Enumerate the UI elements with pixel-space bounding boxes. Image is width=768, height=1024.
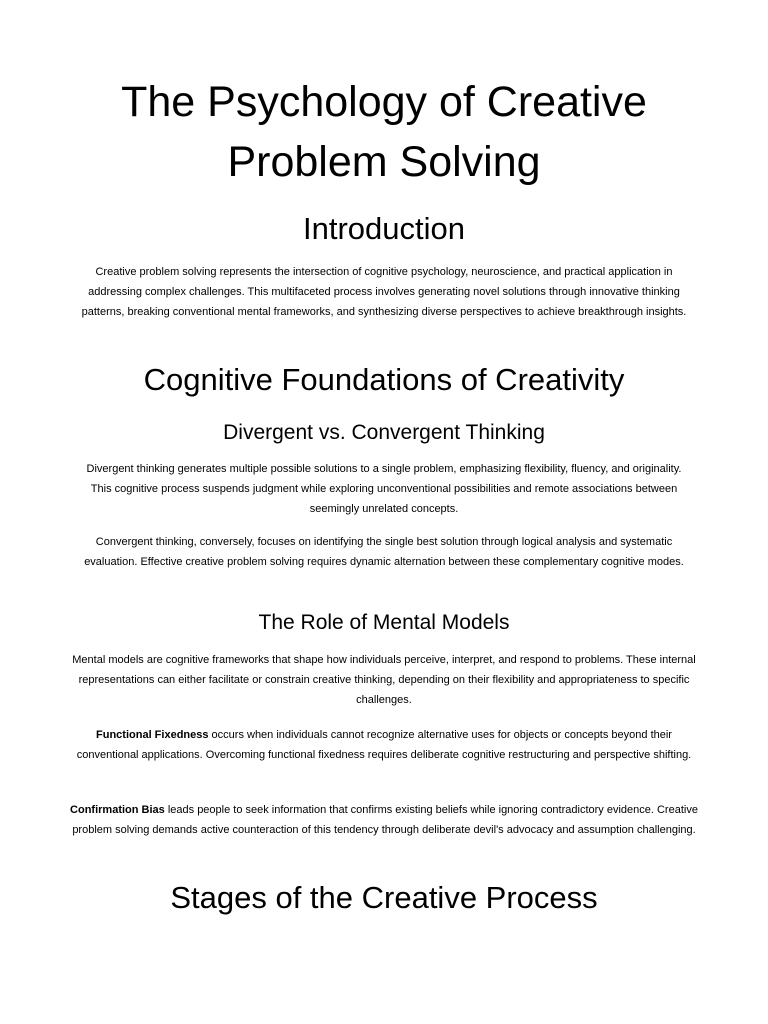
functional-fixedness-text: occurs when individuals cannot recognize alternative uses for objects or concepts beyond their conventional applications. Overcoming functional fixedness requires deliberate cognitive restructuring and perspective shifting. (76, 729, 692, 761)
functional-fixedness-term: Functional Fixedness (96, 729, 209, 741)
introduction-heading: Introduction (303, 211, 465, 246)
stages-heading: Stages of the Creative Process (170, 880, 598, 915)
functional-fixedness-paragraph (74, 725, 694, 765)
divergent-thinking-paragraph: Divergent thinking generates multiple possible solutions to a single problem, emphasizing flexibility, fluency, and originality. This cognitive process suspends judgment while exploring unconventional possibilities and remote associations between seemingly unrelated concepts. (86, 463, 682, 515)
confirmation-bias-term: Confirmation Bias (70, 804, 165, 816)
divergent-convergent-heading: Divergent vs. Convergent Thinking (223, 421, 545, 444)
convergent-thinking-paragraph: Convergent thinking, conversely, focuses on identifying the single best solution through logical analysis and systematic evaluation. Effective creative problem solving requires dynamic alternation between these complementary cognitive modes. (84, 536, 684, 568)
introduction-paragraph: Creative problem solving represents the intersection of cognitive psychology, neuroscience, and practical application in addressing complex challenges. This multifaceted process involves generating novel solutions through innovative thinking patterns, breaking conventional mental frameworks, and synthesizing diverse perspectives to achieve breakthrough insights. (81, 266, 687, 318)
mental-models-paragraph: Mental models are cognitive frameworks that shape how individuals perceive, interpret, and respond to problems. These internal representations can either facilitate or constrain creative thinking, depending on their flexibility and appropriateness to specific challenges. (72, 654, 696, 706)
cognitive-foundations-heading: Cognitive Foundations of Creativity (143, 362, 625, 397)
confirmation-bias-paragraph (70, 800, 698, 840)
confirmation-bias-text: leads people to seek information that confirms existing beliefs while ignoring contradictory evidence. Creative problem solving demands active counteraction of this tendency through deliberate devil's advocacy and assumption challenging. (72, 804, 698, 836)
page-title: The Psychology of Creative Problem Solving (121, 78, 647, 186)
mental-models-heading: The Role of Mental Models (258, 611, 510, 634)
